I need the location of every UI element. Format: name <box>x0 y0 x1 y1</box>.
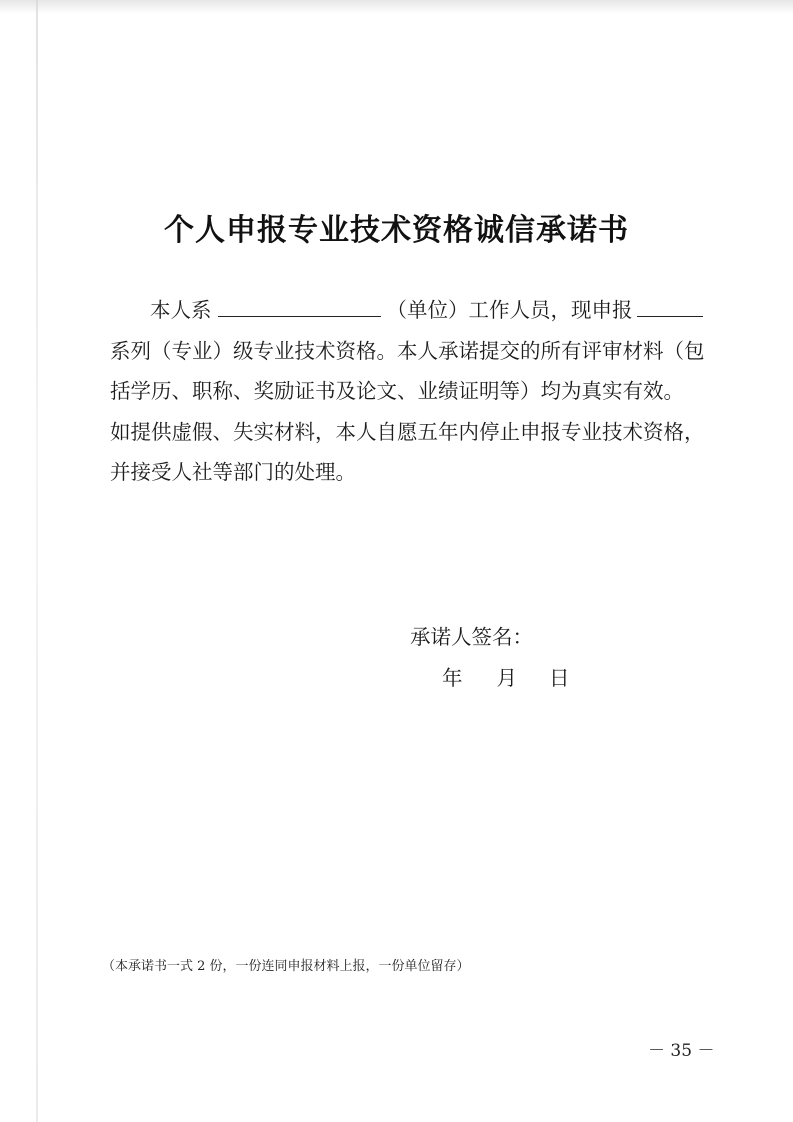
paragraph-line-2: 系列（专业）级专业技术资格。本人承诺提交的所有评审材料（包 <box>110 339 705 363</box>
paragraph-line-5: 并接受人社等部门的处理。 <box>110 460 356 484</box>
line1-prefix: 本人系 <box>150 298 212 322</box>
line1-middle: （单位）工作人员，现申报 <box>386 298 633 322</box>
date-month-label: 月 <box>496 666 517 690</box>
date-line <box>442 661 570 691</box>
footnote: （本承诺书一式 2 份，一份连同申报材料上报，一份单位留存） <box>102 959 470 974</box>
page-number: － 35 － <box>648 1041 715 1061</box>
paragraph-line-3: 括学历、职称、奖励证书及论文、业绩证明等）均为真实有效。 <box>110 379 684 403</box>
paragraph-line-4: 如提供虚假、失实材料，本人自愿五年内停止申报专业技术资格， <box>110 420 705 444</box>
unit-blank-field <box>218 296 381 317</box>
date-year-label: 年 <box>442 666 463 690</box>
signature-label: 承诺人签名： <box>410 625 533 649</box>
date-day-label: 日 <box>549 666 570 690</box>
scan-binding-edge <box>36 0 38 1122</box>
document-title: 个人申报专业技术资格诚信承诺书 <box>164 213 629 248</box>
paragraph-line-1 <box>150 296 703 324</box>
series-blank-field <box>637 296 703 317</box>
scan-top-edge <box>0 0 793 14</box>
